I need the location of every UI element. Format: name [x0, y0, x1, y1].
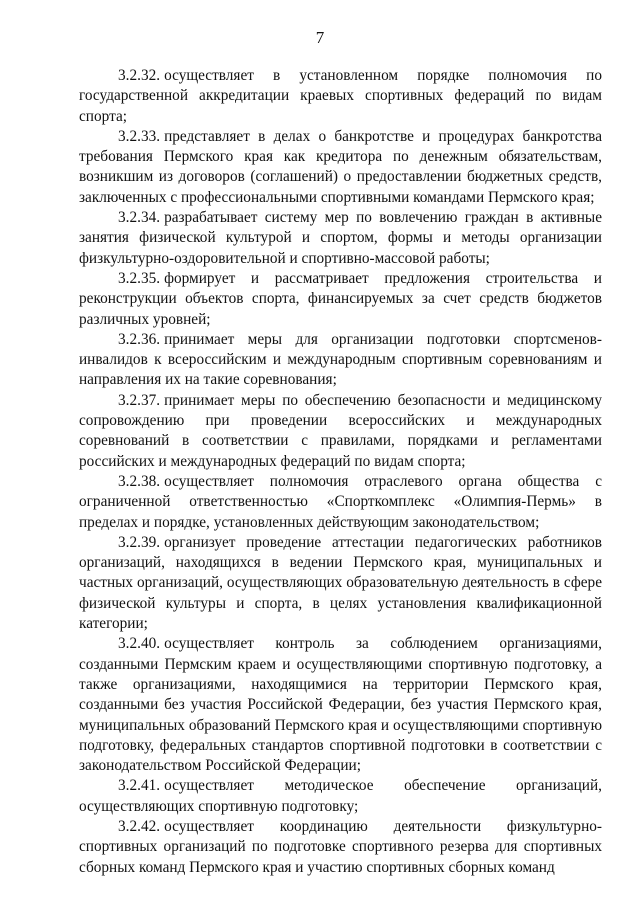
paragraph-number: 3.2.39.: [118, 533, 161, 551]
paragraph-number: 3.2.37.: [118, 391, 161, 409]
paragraph-text: разрабатывает систему мер по вовлечению граждан в активные занятия физической культурой и спортом, формы и методы организации физкультурно-оздоровительной и спортивно-массовой работы;: [79, 209, 602, 267]
paragraph-number: 3.2.35.: [118, 269, 161, 287]
paragraph-number: 3.2.40.: [118, 635, 161, 653]
paragraph-text: осуществляет координацию деятельности физкультурно-спортивных организаций по подготовке спортивного резерва для спортивных сборных команд Пермского края и участию спортивных сборных команд: [79, 817, 602, 876]
paragraph-3-2-35: [79, 269, 602, 330]
paragraph-3-2-41: [79, 776, 602, 817]
paragraph-3-2-34: [79, 208, 602, 269]
paragraph-text: принимает меры по обеспечению безопасности и медицинскому сопровождению при проведении всероссийских и международных соревнований в соответствии с правилами, порядками и регламентами российских и международных федераций по видам спорта;: [79, 391, 602, 470]
paragraph-number: 3.2.42.: [118, 817, 161, 835]
paragraph-text: формирует и рассматривает предложения строительства и реконструкции объектов спорта, финансируемых за счет средств бюджетов различных уровней;: [79, 269, 602, 328]
paragraph-3-2-40: [79, 634, 602, 776]
paragraph-text: организует проведение аттестации педагогических работников организаций, находящихся в ведении Пермского края, муниципальных и частных организаций, осуществляющих образовательную деятельность в сфере физической культуры и спорта, в целях установления квалификационной категории;: [79, 533, 602, 633]
paragraph-3-2-39: [79, 533, 602, 634]
page-number: 7: [315, 28, 325, 47]
paragraph-3-2-42: [79, 817, 602, 878]
paragraph-text: осуществляет полномочия отраслевого органа общества с ограниченной ответственностью «Спорткомплекс «Олимпия-Пермь» в пределах и порядке, установленных действующим законодательством;: [79, 472, 602, 531]
paragraph-text: представляет в делах о банкротстве и процедурах банкротства требования Пермского края как кредитора по денежным обязательствам, возникшим из договоров (соглашений) о предоставлении бюджетных средств, заключенных с профессиональными спортивными командами Пермского края;: [79, 127, 602, 206]
paragraph-text: осуществляет в установленном порядке полномочия по государственной аккредитации краевых спортивных федераций по видам спорта;: [79, 67, 602, 125]
paragraph-number: 3.2.32.: [118, 67, 161, 84]
paragraph-3-2-37: [79, 391, 602, 472]
paragraph-text: осуществляет контроль за соблюдением организациями, созданными Пермским краем и осуществляющими спортивную подготовку, а также организациями, находящимися на территории Пермского края, созданными без участия Российской Федерации, без участия Пермского края, муниципальных образований Пермского края и осуществляющими спортивную подготовку, федеральных стандартов спортивной подготовки в соответствии с законодательством Российской Федерации;: [79, 635, 602, 775]
paragraph-text: осуществляет методическое обеспечение организаций, осуществляющих спортивную подготовку;: [79, 777, 602, 815]
paragraph-3-2-33: [79, 127, 602, 208]
paragraph-number: 3.2.41.: [118, 777, 161, 795]
paragraph-3-2-36: [79, 330, 602, 391]
paragraph-text: принимает меры для организации подготовки спортсменов-инвалидов к всероссийским и международным спортивным соревнованиям и направления их на такие соревнования;: [79, 330, 602, 389]
paragraph-number: 3.2.36.: [118, 330, 161, 348]
paragraph-number: 3.2.34.: [118, 209, 161, 227]
paragraph-number: 3.2.38.: [118, 472, 161, 490]
document-body: [79, 66, 602, 878]
paragraph-number: 3.2.33.: [118, 127, 161, 145]
paragraph-3-2-32: [79, 66, 602, 127]
paragraph-3-2-38: [79, 472, 602, 533]
